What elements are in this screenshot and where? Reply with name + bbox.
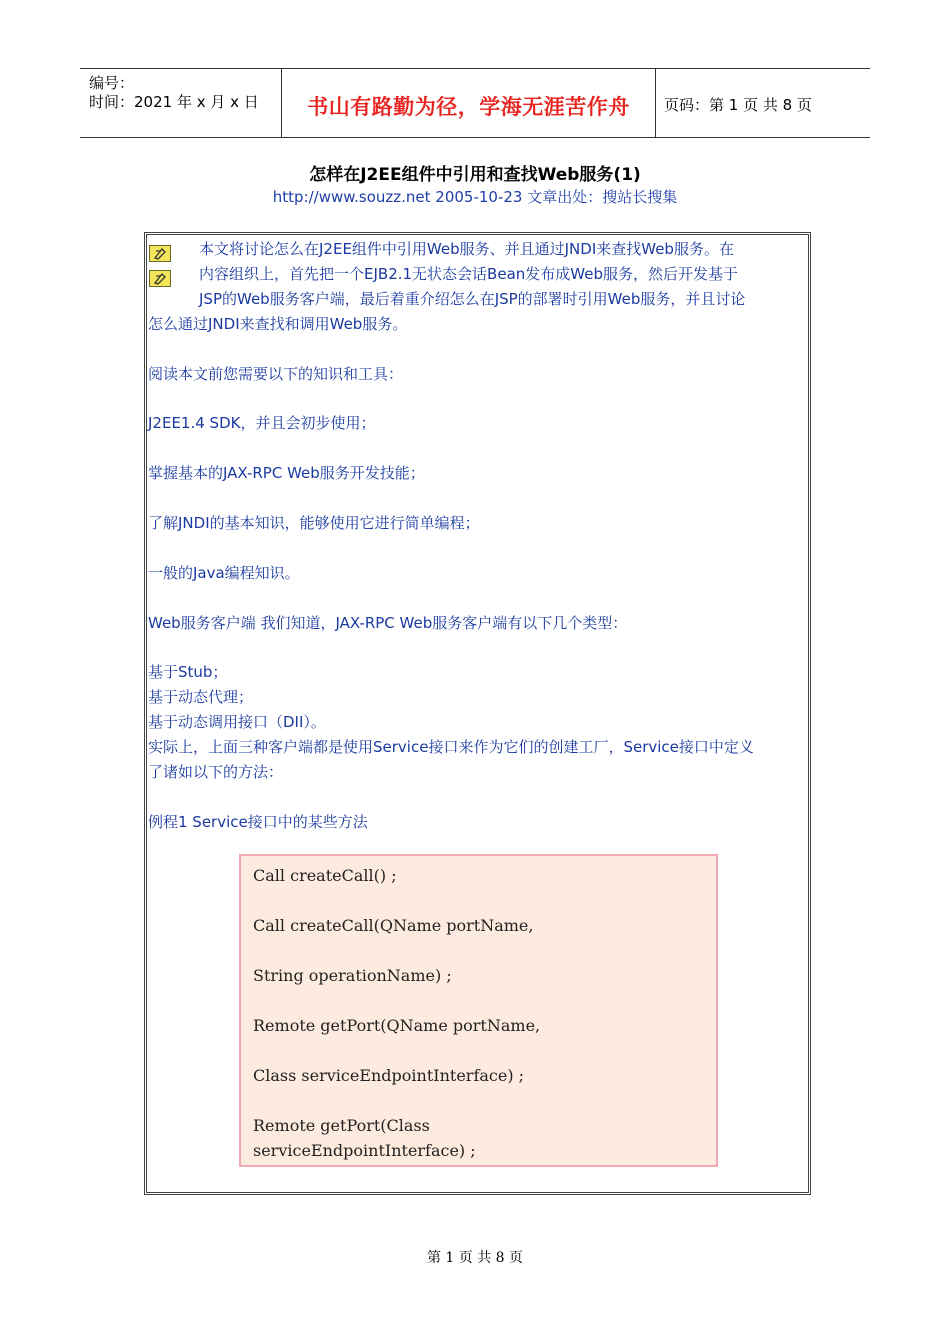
intro-line: 怎么通过JNDI来查找和调用Web服务。 <box>148 315 408 333</box>
prerequisite-item: 了解JNDI的基本知识，能够使用它进行简单编程； <box>148 514 480 532</box>
time-label: 时间：2021 年 x 月 x 日 <box>89 93 259 111</box>
code-block <box>239 854 718 1167</box>
client-type: 基于动态代理； <box>148 688 254 706</box>
prerequisite-item: 一般的Java编程知识。 <box>148 564 300 582</box>
article-source: http://www.souzz.net 2005-10-23 文章出处：搜站长搜集 <box>272 188 678 206</box>
explanation-line: 了诸如以下的方法： <box>148 763 284 781</box>
code-line: String operationName) ; <box>253 966 452 985</box>
document-icon <box>149 245 171 262</box>
code-line: Call createCall(QName portName, <box>253 916 534 935</box>
client-type: 基于动态调用接口（DII）。 <box>148 713 326 731</box>
intro-line: 内容组织上，首先把一个EJB2.1无状态会话Bean发布成Web服务，然后开发基于 <box>199 265 738 283</box>
client-intro: Web服务客户端 我们知道，JAX-RPC Web服务客户端有以下几个类型： <box>148 614 628 632</box>
intro-line: 本文将讨论怎么在J2EE组件中引用Web服务、并且通过JNDI来查找Web服务。在 <box>199 240 734 258</box>
client-type: 基于Stub； <box>148 663 228 681</box>
header-page-cell <box>656 69 870 137</box>
header-motto-cell <box>281 69 656 137</box>
intro-line: JSP的Web服务客户端，最后着重介绍怎么在JSP的部署时引用Web服务，并且讨论 <box>199 290 746 308</box>
example-caption: 例程1 Service接口中的某些方法 <box>148 813 368 831</box>
prerequisite-item: 掌握基本的JAX-RPC Web服务开发技能； <box>148 464 425 482</box>
code-line: Class serviceEndpointInterface) ; <box>253 1066 525 1085</box>
prerequisites-heading: 阅读本文前您需要以下的知识和工具： <box>148 365 404 383</box>
page-footer: 第 1 页 共 8 页 <box>426 1250 524 1266</box>
motto: 书山有路勤为径，学海无涯苦作舟 <box>307 94 630 119</box>
code-line: serviceEndpointInterface) ; <box>253 1141 476 1160</box>
code-line: Remote getPort(QName portName, <box>253 1016 541 1035</box>
article-title: 怎样在J2EE组件中引用和查找Web服务(1) <box>309 165 641 185</box>
number-label: 编号： <box>89 74 135 92</box>
explanation-line: 实际上，上面三种客户端都是使用Service接口来作为它们的创建工厂，Service接口中定义 <box>148 738 754 756</box>
document-icon <box>149 270 171 287</box>
prerequisite-item: J2EE1.4 SDK，并且会初步使用； <box>148 414 376 432</box>
page-info: 页码：第 1 页 共 8 页 <box>664 96 812 114</box>
header-meta-cell <box>80 69 281 137</box>
article-body <box>144 232 811 1195</box>
code-line: Call createCall() ; <box>253 866 397 885</box>
document-header <box>80 68 870 138</box>
code-line: Remote getPort(Class <box>253 1116 430 1135</box>
